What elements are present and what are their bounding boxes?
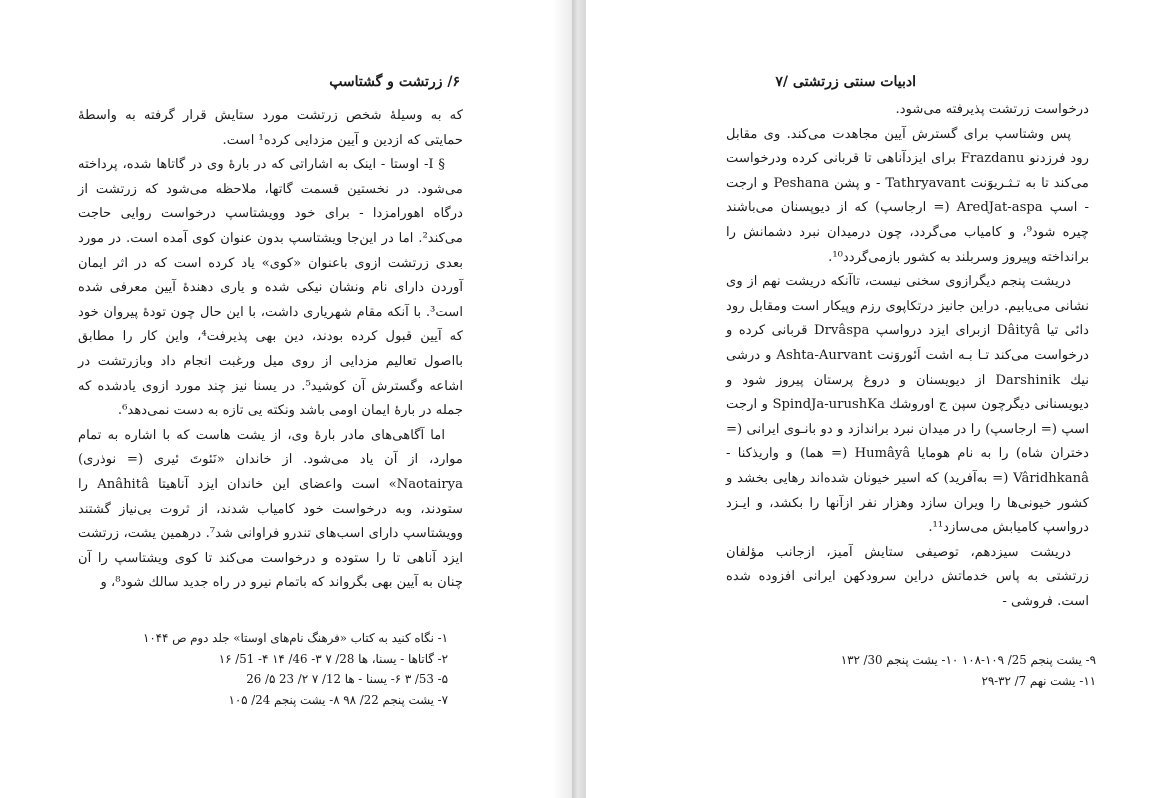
book-gutter [572,0,586,798]
right-footnotes [726,650,1096,691]
left-page-body [78,104,463,596]
right-page [586,0,1165,798]
left-paragraph-3: اما آگاهی‌های مادر بارهٔ وی، از یشت هاست که با اشاره به تمام موارد، از آن یاد می‌شود. از خاندان «نَئوتَ ئیری (= نوذری) Naotairya» است واعضای این خاندان ایزد آناهیتا Anâhitâ را ستودند، وبه درخواست خود کامیاب شدند، از ثروت بی‌نیاز گشتند وویشتاسپ دارای اسب‌های تندرو فراوانی شد⁷. درهمین یشت، زرتشت ایزد آناهی تا را ستوده و درخواست می‌کند تا کوی ویشتاسپ را آن چنان به آیین بهی بگرواند که باتمام نیرو در راه جدید سالك شود⁸، و [78,427,463,591]
right-page-header: ادبیات سنتی زرتشتی /۷ [775,74,916,90]
right-paragraph-2: پس وشتاسپ برای گسترش آیین مجاهدت می‌کند. وی مقابل رود فرزدنو Frazdanu برای ایزدآناهی تا قربانی کرده ودرخواست می‌کند تا به تـثـریوَنت Tathryavant - و پشن Peshana و ارجت - اسپ AredJat-aspa (= ارجاسپ) که از دیوپسنان می‌باشند چیره شود⁹، و کامیاب می‌گردد، چون درمیدان نبرد دشمانش را برانداخته وپیروز وسربلند به کشور بازمی‌گردد¹⁰. [726,126,1089,265]
left-footnote-3: ۵- 53/ ۳ ۶- یسنا - ها 12/ ۷ ۲/ 23 ۵/ 26 [246,672,448,686]
gutter-shadow-left [552,0,572,798]
left-page [0,0,572,798]
right-page-body [726,98,1089,614]
left-footnote-2: ۲- گاتاها - یسنا، ها 28/ ۷ ۳- 46/ ۱۴ ۴- 51/ ۱۶ [218,651,448,666]
left-page-header: ۶/ زرتشت و گشتاسپ [329,74,460,90]
right-paragraph-4: دریشت سیزدهم، توصیفی ستایش آمیز، ازجانب مؤلفان زرتشتی به پاس خدماتش دراین سرودکهن ایرانی افزوده شده است. فروشی - [726,544,1089,609]
right-footnote-1: ۹- یشت پنجم 25/ ۱۰۹-۱۰۸ ۱۰- یشت پنجم 30/ ۱۳۲ [840,653,1096,667]
left-footnotes [88,628,448,710]
left-paragraph-2: § I- اوستا - اینک به اشاراتی که در بارهٔ وی در گاتاها شده، پرداخته می‌شود. در نخستین قسمت گاتها، ملاحظه می‌شود که زرتشت از درگاه اهورامزدا - برای خود وویشتاسپ درخواست روایی حاجت می‌کند². اما در این‌جا ویشتاسپ بدون عنوان کوی آمده است. در مورد بعدی زرتشت ازوی باعنوان «کوی» یاد کرده است که در اثر ایمان آوردن دارای نام ونشان نیکی شده و یاری دهندهٔ آیین معرفی شده است³. با آنکه مقام شهریاری داشت، با این حال چون تودهٔ پیروان خود که آیین قبول کرده بودند، دین بهی پذیرفت⁴، واین کار را مطابق بااصول تعالیم مزدایی از روی میل ورغبت انجام داد وبازرتشت در اشاعه وگسترش آن کوشید⁵. در یسنا نیز چند مورد ازوی یادشده که جمله در بارهٔ ایمان اومی باشد ونکته یی تازه به دست نمی‌دهد⁶. [78,157,464,419]
left-footnote-4: ۷- یشت پنجم 22/ ۹۸ ۸- یشت پنجم 24/ ۱۰۵ [228,692,448,707]
right-paragraph-3: دریشت پنجم دیگرازوی سخنی نیست، تاآنکه دریشت نهم از وی نشانی می‌یابیم. دراین جانیز درتکاپوی رزم وپیکار است ومقابل رود دائی تیا Dâityâ ازبرای ایزد درواسپ Drvâspa قربانی کرده و درخواست می‌کند تـا بـه اشت اَئوروَنت Ashta-Aurvant و درشی نیك Darshinik از دیویسنان و دروغ پرستان پیروز شود و دیویسنانی دیگرچون سپن ج اوروشك SpindJa-urushKa و ارجت اسپ (= ارجاسپ) را در میدان نبرد براندازد و دو بانـوی ایرانی (= دختران شاه) را به نام هومایا Humâyâ (= هما) و واریذکنا - Vâridhkanâ (= به‌آفرید) که اسیر خیونان شده‌اند رهایی بخشد و کشور خیونی‌ها را ویران سازد وهزار نفر ازآنها را بکشد، و ایـزد درواسپ کامیابش می‌سازد¹¹. [726,274,1089,536]
left-footnote-1: ۱- نگاه کنید به کتاب «فرهنگ نام‌های اوستا» جلد دوم ص ۱۰۴۴ [143,631,448,645]
left-paragraph-1: که به وسیلهٔ شخص زرتشت مورد ستایش قرار گرفته به واسطهٔ حمایتی که ازدین و آیین مزدایی کرده¹ است. [78,108,463,148]
right-paragraph-1: درخواست زرتشت پذیرفته می‌شود. [895,102,1089,117]
right-footnote-2: ۱۱- یشت نهم 7/ ۳۲-۲۹ [981,673,1096,688]
